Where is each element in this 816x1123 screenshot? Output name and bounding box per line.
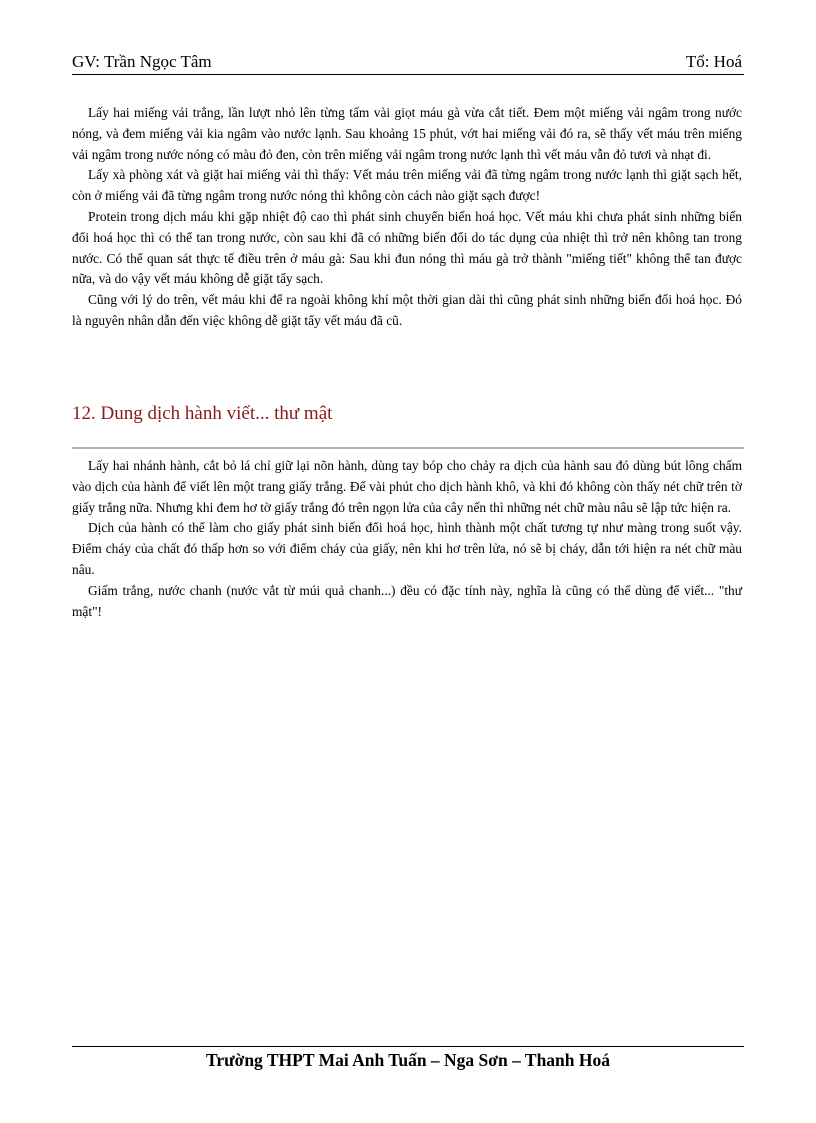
section-blood-stain: [72, 103, 742, 332]
section-secret-letter: [72, 456, 742, 622]
teacher-name: GV: Trần Ngọc Tâm: [72, 52, 212, 71]
paragraph: Lấy hai nhánh hành, cắt bỏ lá chỉ giữ lại nõn hành, dùng tay bóp cho chảy ra dịch của hành sau đó dùng bút lông chấm vào dịch của hành để viết lên một trang giấy trắng. Để vài phút cho dịch hành khô, và khi đó không còn thấy nét chữ trên tờ giấy trắng nữa. Nhưng khi đem hơ tờ giấy trắng đó trên ngọn lửa của cây nến thì những nét chữ màu nâu sẽ lập tức hiện ra.: [72, 458, 742, 515]
section-divider: [72, 447, 744, 449]
page-footer: Trường THPT Mai Anh Tuấn – Nga Sơn – Thanh Hoá: [205, 1050, 611, 1070]
paragraph: Lấy xà phòng xát và giặt hai miếng vải thì thấy: Vết máu trên miếng vải đã từng ngâm trong nước lạnh thì giặt sạch hết, còn ở miếng vải đã từng ngâm trong nước nóng thì không còn cách nào giặt sạch được!: [72, 167, 742, 204]
paragraph: Dịch của hành có thể làm cho giấy phát sinh biến đổi hoá học, hình thành một chất tương tự như màng trong suốt vậy. Điểm cháy của chất đó thấp hơn so với điểm cháy của giấy, nên khi hơ trên lửa, nó sẽ bị cháy, dẫn tới hiện ra nét chữ màu nâu.: [72, 520, 742, 577]
page-header: [72, 52, 744, 75]
footer-divider: [72, 1046, 744, 1047]
paragraph: Cũng với lý do trên, vết máu khi để ra ngoài không khí một thời gian dài thì cũng phát sinh những biến đổi hoá học. Đó là nguyên nhân dẫn đến việc không dễ giặt tẩy vết máu đã cũ.: [72, 292, 742, 328]
department-name: Tổ: Hoá: [685, 52, 742, 71]
section-title: 12. Dung dịch hành viết... thư mật: [72, 403, 333, 424]
paragraph: Lấy hai miếng vải trắng, lần lượt nhỏ lên từng tấm vài giọt máu gà vừa cắt tiết. Đem một miếng vải ngâm trong nước nóng, và đem miếng vải kia ngâm vào nước lạnh. Sau khoảng 15 phút, vớt hai miếng vải đó ra, sẽ thấy vết máu trên miếng vải ngâm trong nước nóng có màu đỏ đen, còn trên miếng vải ngâm trong nước lạnh thì vết máu vẫn đỏ tươi và nhạt đi.: [72, 105, 742, 162]
paragraph: Protein trong dịch máu khi gặp nhiệt độ cao thì phát sinh chuyển biến hoá học. Vết máu khi chưa phát sinh những biến đổi hoá học thì có thể tan trong nước, còn sau khi đã có những biến đổi do tác dụng của nhiệt thì trở nên không tan trong nước. Có thể quan sát thực tế điều trên ở máu gà: Sau khi đun nóng thì máu gà trở thành "miếng tiết" không thể tan được nữa, và do vậy vết máu không dễ giặt tẩy sạch.: [72, 208, 742, 287]
paragraph: Giấm trắng, nước chanh (nước vắt từ múi quả chanh...) đều có đặc tính này, nghĩa là cũng có thể dùng để viết... "thư mật"!: [72, 582, 742, 619]
